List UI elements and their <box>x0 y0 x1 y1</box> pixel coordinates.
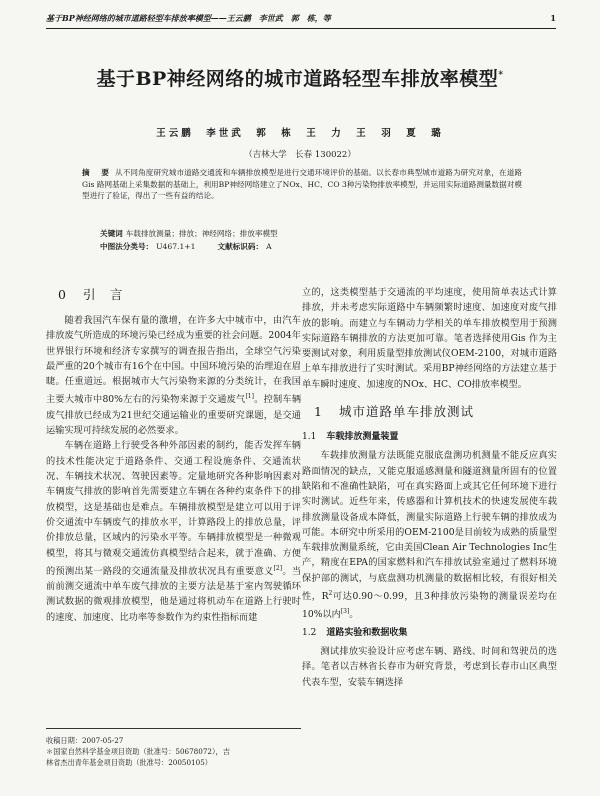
keywords-label: 关键词 <box>100 229 123 238</box>
section-heading-intro <box>58 285 301 305</box>
classification <box>100 241 272 252</box>
footnote <box>46 728 301 768</box>
funding-note: 林省杰出青年基金项目资助（批准号：20050105） <box>46 758 212 767</box>
doc-code-value: A <box>266 242 272 251</box>
intro-paragraph-3: 立的，这类模型基于交通流的平均速度，使用简单表达式计算排放，并未考虑实际道路中车辆频繁时速度、加速度对废气排放的影响。而建立与车辆动力学相关的单车排放模型用于预测实际道路车辆排放的方法更加可靠。笔者选择使用Gis 作为主要测试对象，利用质量型排放测试仪OEM-2100，对城市道路上单车排放进行了实时测试。采用BP神经网络的方法建立基于单车瞬时速度、加速度的NOx、HC、CO排放率模型。 <box>302 287 557 390</box>
subsection-heading-1-2 <box>302 626 557 641</box>
section-title: 城市道路单车排放测试 <box>338 404 474 420</box>
title-footnote-mark: * <box>498 70 504 81</box>
section-number: 1 <box>314 404 323 420</box>
citation: [1] <box>245 393 254 401</box>
section-number: 0 <box>58 287 67 302</box>
section-title: 引 言 <box>82 287 124 302</box>
paragraph-text: 。控制车辆废气排放已经成为21世纪交通运输业的重要研究课题，是交通运输实现可持续发展的必然要求。 <box>46 394 302 437</box>
paragraph-text: 可达0.90～0.99，且3种排放污染物的测量误差均在10%以内 <box>302 591 558 621</box>
subsection-heading-1-1 <box>302 430 557 445</box>
subsection-number: 1.2 <box>302 627 317 638</box>
subsection-title: 车载排放测量装置 <box>326 432 399 443</box>
citation: [3] <box>340 608 350 616</box>
abstract-text: 从不同角度研究城市道路交通流和车辆排放模型是进行交通环境评价的基础。以长春市典型城市道路为研究对象，在道路Gis 路网基础上采集数据的基础上，利用BP神经网络建立了NOx、HC、CO 3种污染物排放率模型，并运用实际道路测量数据对模型进行了验证，得出了一些有益的结论。 <box>82 168 523 201</box>
page-number: 1 <box>550 13 556 23</box>
clc-label: 中图法分类号： <box>100 242 154 251</box>
section-heading-1 <box>314 402 557 422</box>
running-title: 基于BP神经网络的城市道路轻型车排放率模型——王云鹏 李世武 郭 栋，等 <box>46 13 331 23</box>
article-title-text: 基于BP神经网络的城市道路轻型车排放率模型 <box>96 68 499 90</box>
superscript: 2 <box>328 590 333 598</box>
clc-value: U467.1+1 <box>156 242 196 251</box>
section-1-2-paragraph: 测试排放实验设计应考虑车辆、路线、时间和驾驶员的选择。笔者以吉林省长春市为研究背景，考虑到长春市山区典型代表车型，安装车辆选择 <box>302 646 557 688</box>
citation: [2] <box>273 564 283 572</box>
keywords <box>100 228 278 239</box>
paragraph-text: 车辆在道路上行驶受各种外部因素的制约，能否发挥车辆的技术性能决定于道路条件、交通工程设施条件、交通流状况、车辆技术状况、驾驶因素等。定量地研究各种影响因素对车辆废气排放的影响首先需要建立车辆在各种约束条件下的排放模型，这是基础也是难点。车辆排放模型是建立可以用于评价交通流中车辆废气的排放水平，计算路段上的排放总量，评价排放总量，区域内的污染水平等。车辆排放模型是一种微观模型，将其与微观交通流仿真模型结合起来，就于准确、方便的预测出某一路段的交通流量及排放状况具有重要意义 <box>46 440 301 577</box>
article-title <box>0 64 600 91</box>
running-head <box>46 8 556 29</box>
keywords-text: 车载排放测量；排放；神经网络；排放率模型 <box>125 229 278 238</box>
abstract <box>82 167 522 202</box>
received-date: 收稿日期：2007-05-27 <box>46 736 124 745</box>
paragraph-text: 随着我国汽车保有量的激增，在许多大中城市中，由汽车排放废气所造成的环境污染已经成为重要的社会问题。2004年世界银行环境和经济专家撰写的调查报告指出，全球空气污染最严重的20个城市有16个在中国。中国环境污染的治理迫在眉睫。任重道远。根据城市大气污染物来源的分类统计，在我国主要大城市中80%左右的污染物来源于交通废气 <box>46 315 301 406</box>
intro-paragraph-2 <box>46 438 301 625</box>
intro-paragraph-1 <box>46 313 301 438</box>
paragraph-text: 。 <box>349 609 359 621</box>
section-1-1-paragraph <box>302 448 557 622</box>
paragraph-text: 。当前前测交通流中单车废气排放的主要方法是基于室内驾驶循环测试数据的微观排放模型，他是通过将机动车在道路上行驶时的速度、加速度、比功率等参数作为约束性指标而建 <box>46 565 302 623</box>
doc-code-label: 文献标识码： <box>217 242 264 251</box>
authors: 王云鹏 李世武 郭 栋 王 力 王 羽 夏 璐 <box>156 128 444 139</box>
left-column <box>46 285 301 625</box>
subsection-title: 道路实验和数据收集 <box>326 627 408 638</box>
funding-note: ＊国家自然科学基金项目资助（批准号：50678072），吉 <box>46 747 230 756</box>
subsection-number: 1.1 <box>302 432 317 443</box>
paragraph-text: 车载排放测量方法既能克服底盘测功机测量不能反应真实路面情况的缺点，又能克服遥感测量和隧道测量所固有的位置缺陷和不准确性缺陷，可在真实路面上或其它任何环境下进行实时测试。近些年来，传感器和计算机技术的快速发展使车载排放测量设备成本降低，测量实际道路上行驶车辆的排放成为可能。本研究中所采用的OEM-2100是目前较为成熟的质量型车载排放测量系统，它由美国Clean Air Technologies Inc生产，精度在EPA的国家燃料和汽车排放试验室通过了燃料环境保护部的测试，与底盘测功机测量的数据相比较，有很好相关性，R <box>302 450 557 603</box>
affiliation: （吉林大学 长春 130022） <box>244 150 356 160</box>
abstract-label: 摘 要 <box>82 168 112 177</box>
right-column <box>302 285 557 690</box>
